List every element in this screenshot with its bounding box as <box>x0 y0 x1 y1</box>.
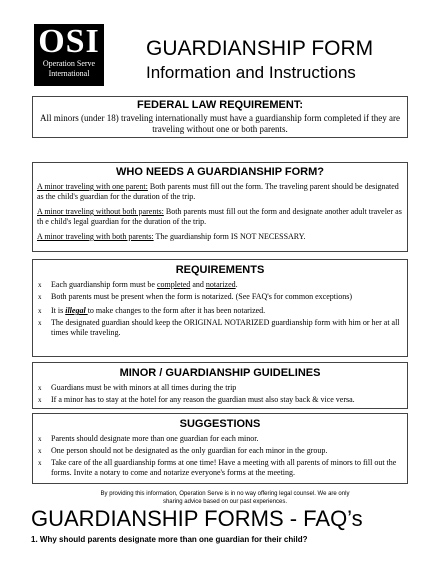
requirement-text: The designated guardian should keep the ORIGINAL NOTARIZED guardianship form with him or her at all times while traveling. <box>51 318 400 337</box>
requirement-item <box>33 306 407 316</box>
guideline-item <box>33 395 407 405</box>
requirements-box <box>32 259 408 357</box>
faq-title: GUARDIANSHIP FORMS - FAQ’s <box>31 506 363 531</box>
page-title: GUARDIANSHIP FORM <box>146 37 374 60</box>
bullet-x: x <box>38 447 42 455</box>
requirement-text: . <box>235 280 238 289</box>
requirement-text: It is <box>51 306 66 315</box>
who-item-text: Both parents must fill out the form. The traveling parent should be designated as the child's guardian for the duration of the trip. <box>37 182 399 201</box>
bullet-x: x <box>38 396 42 404</box>
requirement-text: and <box>190 280 206 289</box>
disclaimer: By providing this information, Operation Serve is in no way offering legal counsel. We are only sharing advice based on our past experiences. <box>100 491 350 505</box>
requirement-emphasis: illegal <box>65 306 88 315</box>
bullet-x: x <box>38 435 42 443</box>
bullet-x: x <box>38 319 42 327</box>
who-item-lead: A minor traveling with one parent: <box>37 182 148 191</box>
who-item <box>33 232 407 242</box>
requirement-text: Each guardianship form must be <box>51 280 157 289</box>
guideline-text: If a minor has to stay at the hotel for any reason the guardian must also stay back & vice versa. <box>51 395 355 404</box>
federal-text: All minors (under 18) traveling internationally must have a guardianship form completed if they are traveling without one or both parents. <box>40 113 400 134</box>
suggestion-text: Take care of the all guardianship forms at one time! Have a meeting with all parents of minors to fill out the forms. Invite a notary to come and notarize everyone's forms at the meeting. <box>51 458 397 477</box>
who-item-lead: A minor traveling without both parents: <box>37 207 164 216</box>
bullet-x: x <box>38 293 42 301</box>
who-item-lead: A minor traveling with both parents: <box>37 232 154 241</box>
who-item <box>33 207 407 227</box>
suggestions-heading: SUGGESTIONS <box>179 418 261 430</box>
requirement-text: to make changes to the form after it has been notarized. <box>87 306 266 315</box>
suggestion-item <box>33 446 407 456</box>
requirements-heading: REQUIREMENTS <box>175 264 265 276</box>
logo-line-2: International <box>48 69 90 78</box>
guidelines-heading: MINOR / GUARDIANSHIP GUIDELINES <box>119 367 321 379</box>
faq-question-1: 1. Why should parents designate more than one guardian for their child? <box>31 535 308 544</box>
suggestion-text: Parents should designate more than one guardian for each minor. <box>51 434 259 443</box>
requirement-item <box>33 318 407 338</box>
guideline-item <box>33 383 407 393</box>
who-item-text: Both parents must fill out the form and designate another adult traveler as th e child's legal guardian for the duration of the trip. <box>37 207 402 226</box>
suggestion-item <box>33 458 407 478</box>
suggestions-box <box>32 413 408 484</box>
bullet-x: x <box>38 307 42 315</box>
who-heading: WHO NEEDS A GUARDIANSHIP FORM? <box>116 166 324 178</box>
requirement-item <box>33 280 407 290</box>
logo-line-1: Operation Serve <box>42 59 96 68</box>
who-needs-box <box>32 162 408 252</box>
requirement-item <box>33 292 407 302</box>
suggestion-item <box>33 434 407 444</box>
bullet-x: x <box>38 459 42 467</box>
federal-law-box <box>32 96 408 138</box>
bullet-x: x <box>38 281 42 289</box>
logo-mark: OSI <box>38 23 100 60</box>
requirement-text: Both parents must be present when the form is notarized. (See FAQ's for common exceptions) <box>51 292 352 301</box>
requirement-emphasis: completed <box>156 280 191 289</box>
suggestion-text: One person should not be designated as the only guardian for each minor in the group. <box>51 446 328 455</box>
who-item-text: The guardianship form IS NOT NECESSARY. <box>153 232 306 241</box>
logo <box>34 24 104 86</box>
federal-heading: FEDERAL LAW REQUIREMENT: <box>136 99 304 111</box>
requirement-emphasis: notarized <box>205 280 236 289</box>
bullet-x: x <box>38 384 42 392</box>
guideline-text: Guardians must be with minors at all times during the trip <box>51 383 237 392</box>
guidelines-box <box>32 362 408 409</box>
page-subtitle: Information and Instructions <box>146 63 356 82</box>
who-item <box>33 182 407 202</box>
